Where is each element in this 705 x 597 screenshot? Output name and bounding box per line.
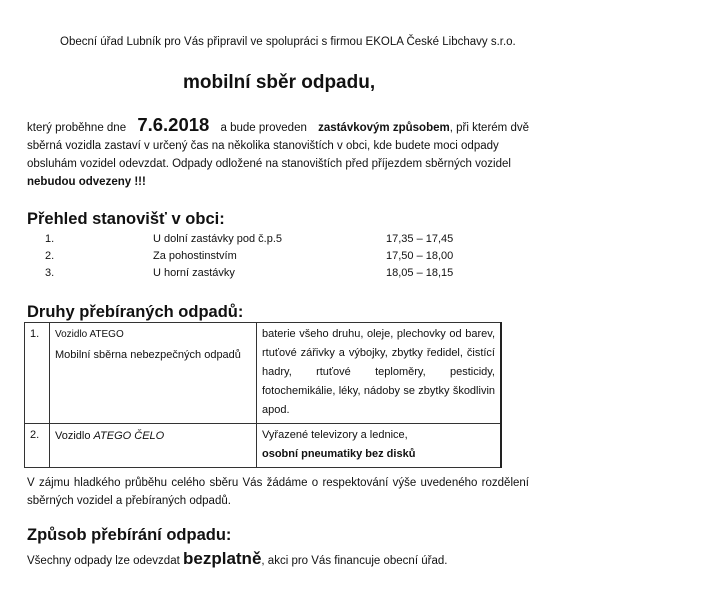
- event-paragraph: [27, 116, 529, 191]
- stop-row: [27, 267, 497, 284]
- event-line-3: obsluhám vozidel odevzdat. Odpady odložené na stanovištích před příjezdem sběrných vozidel: [27, 158, 511, 170]
- notice-paragraph: V zájmu hladkého průběhu celého sběru Vás žádáme o respektování výše uvedeného rozdělení sběrných vozidel a přebíraných odpadů.: [27, 477, 529, 507]
- stop-number: 1.: [45, 233, 55, 245]
- method-heading: Způsob přebírání odpadu:: [27, 526, 232, 544]
- method-text-pre: Všechny odpady lze odevzdat: [27, 555, 180, 567]
- table-row: [25, 323, 502, 424]
- method-text: [27, 549, 447, 569]
- event-pre-date: který proběhne dne: [27, 122, 127, 134]
- stop-row: [27, 250, 497, 267]
- stop-number: 3.: [45, 267, 55, 279]
- stop-time: 17,35 – 17,45: [386, 233, 454, 245]
- stop-place: Za pohostinstvím: [153, 250, 237, 262]
- vehicle-model: ATEGO ČELO: [93, 430, 165, 442]
- event-line-1: [27, 116, 529, 137]
- items-cell: [257, 424, 502, 468]
- stop-place: U dolní zastávky pod č.p.5: [153, 233, 283, 245]
- row-number: 2.: [25, 424, 50, 468]
- stops-list: [27, 233, 497, 284]
- vehicle-prefix: Vozidlo: [55, 430, 94, 442]
- method-text-post: , akci pro Vás financuje obecní úřad.: [261, 555, 448, 567]
- items-line-bold: osobní pneumatiky bez disků: [262, 448, 416, 460]
- intro-text: Obecní úřad Lubník pro Vás připravil ve spolupráci s firmou EKOLA České Libchavy s.r.o.: [60, 36, 516, 48]
- stop-time: 18,05 – 18,15: [386, 267, 454, 279]
- stop-time: 17,50 – 18,00: [386, 250, 454, 262]
- event-line-2: sběrná vozidla zastaví v určený čas na několika stanovištích v obci, kde budete moci odpady: [27, 140, 499, 152]
- waste-types-table: [24, 322, 502, 468]
- vehicle-description: Mobilní sběrna nebezpečných odpadů: [55, 349, 241, 361]
- event-post-date: a bude proveden: [220, 122, 307, 134]
- items-line: Vyřazené televizory a lednice,: [262, 429, 408, 441]
- event-method: zastávkovým způsobem: [318, 122, 450, 134]
- stop-number: 2.: [45, 250, 55, 262]
- types-heading: Druhy přebíraných odpadů:: [27, 303, 244, 321]
- vehicle-name: Vozidlo ATEGO: [55, 329, 124, 340]
- event-post-method: , při kterém dvě: [449, 122, 529, 134]
- stop-row: [27, 233, 497, 250]
- vehicle-cell: [50, 424, 257, 468]
- vehicle-cell: [50, 323, 257, 424]
- stop-place: U horní zastávky: [153, 267, 235, 279]
- table-row: [25, 424, 502, 468]
- event-date: 7.6.2018: [137, 114, 210, 135]
- stops-heading: Přehled stanovišť v obci:: [27, 210, 225, 228]
- method-free: bezplatně: [183, 549, 262, 568]
- row-number: 1.: [25, 323, 50, 424]
- event-warning: nebudou odvezeny !!!: [27, 176, 146, 188]
- items-cell: baterie všeho druhu, oleje, plechovky od barev, rtuťové zářivky a výbojky, zbytky ředidel, čistící hadry, rtuťové teploměry, pesticidy, fotochemikálie, léky, nádoby se zbytky škodlivin apod.: [257, 323, 502, 424]
- headline: mobilní sběr odpadu,: [183, 72, 376, 93]
